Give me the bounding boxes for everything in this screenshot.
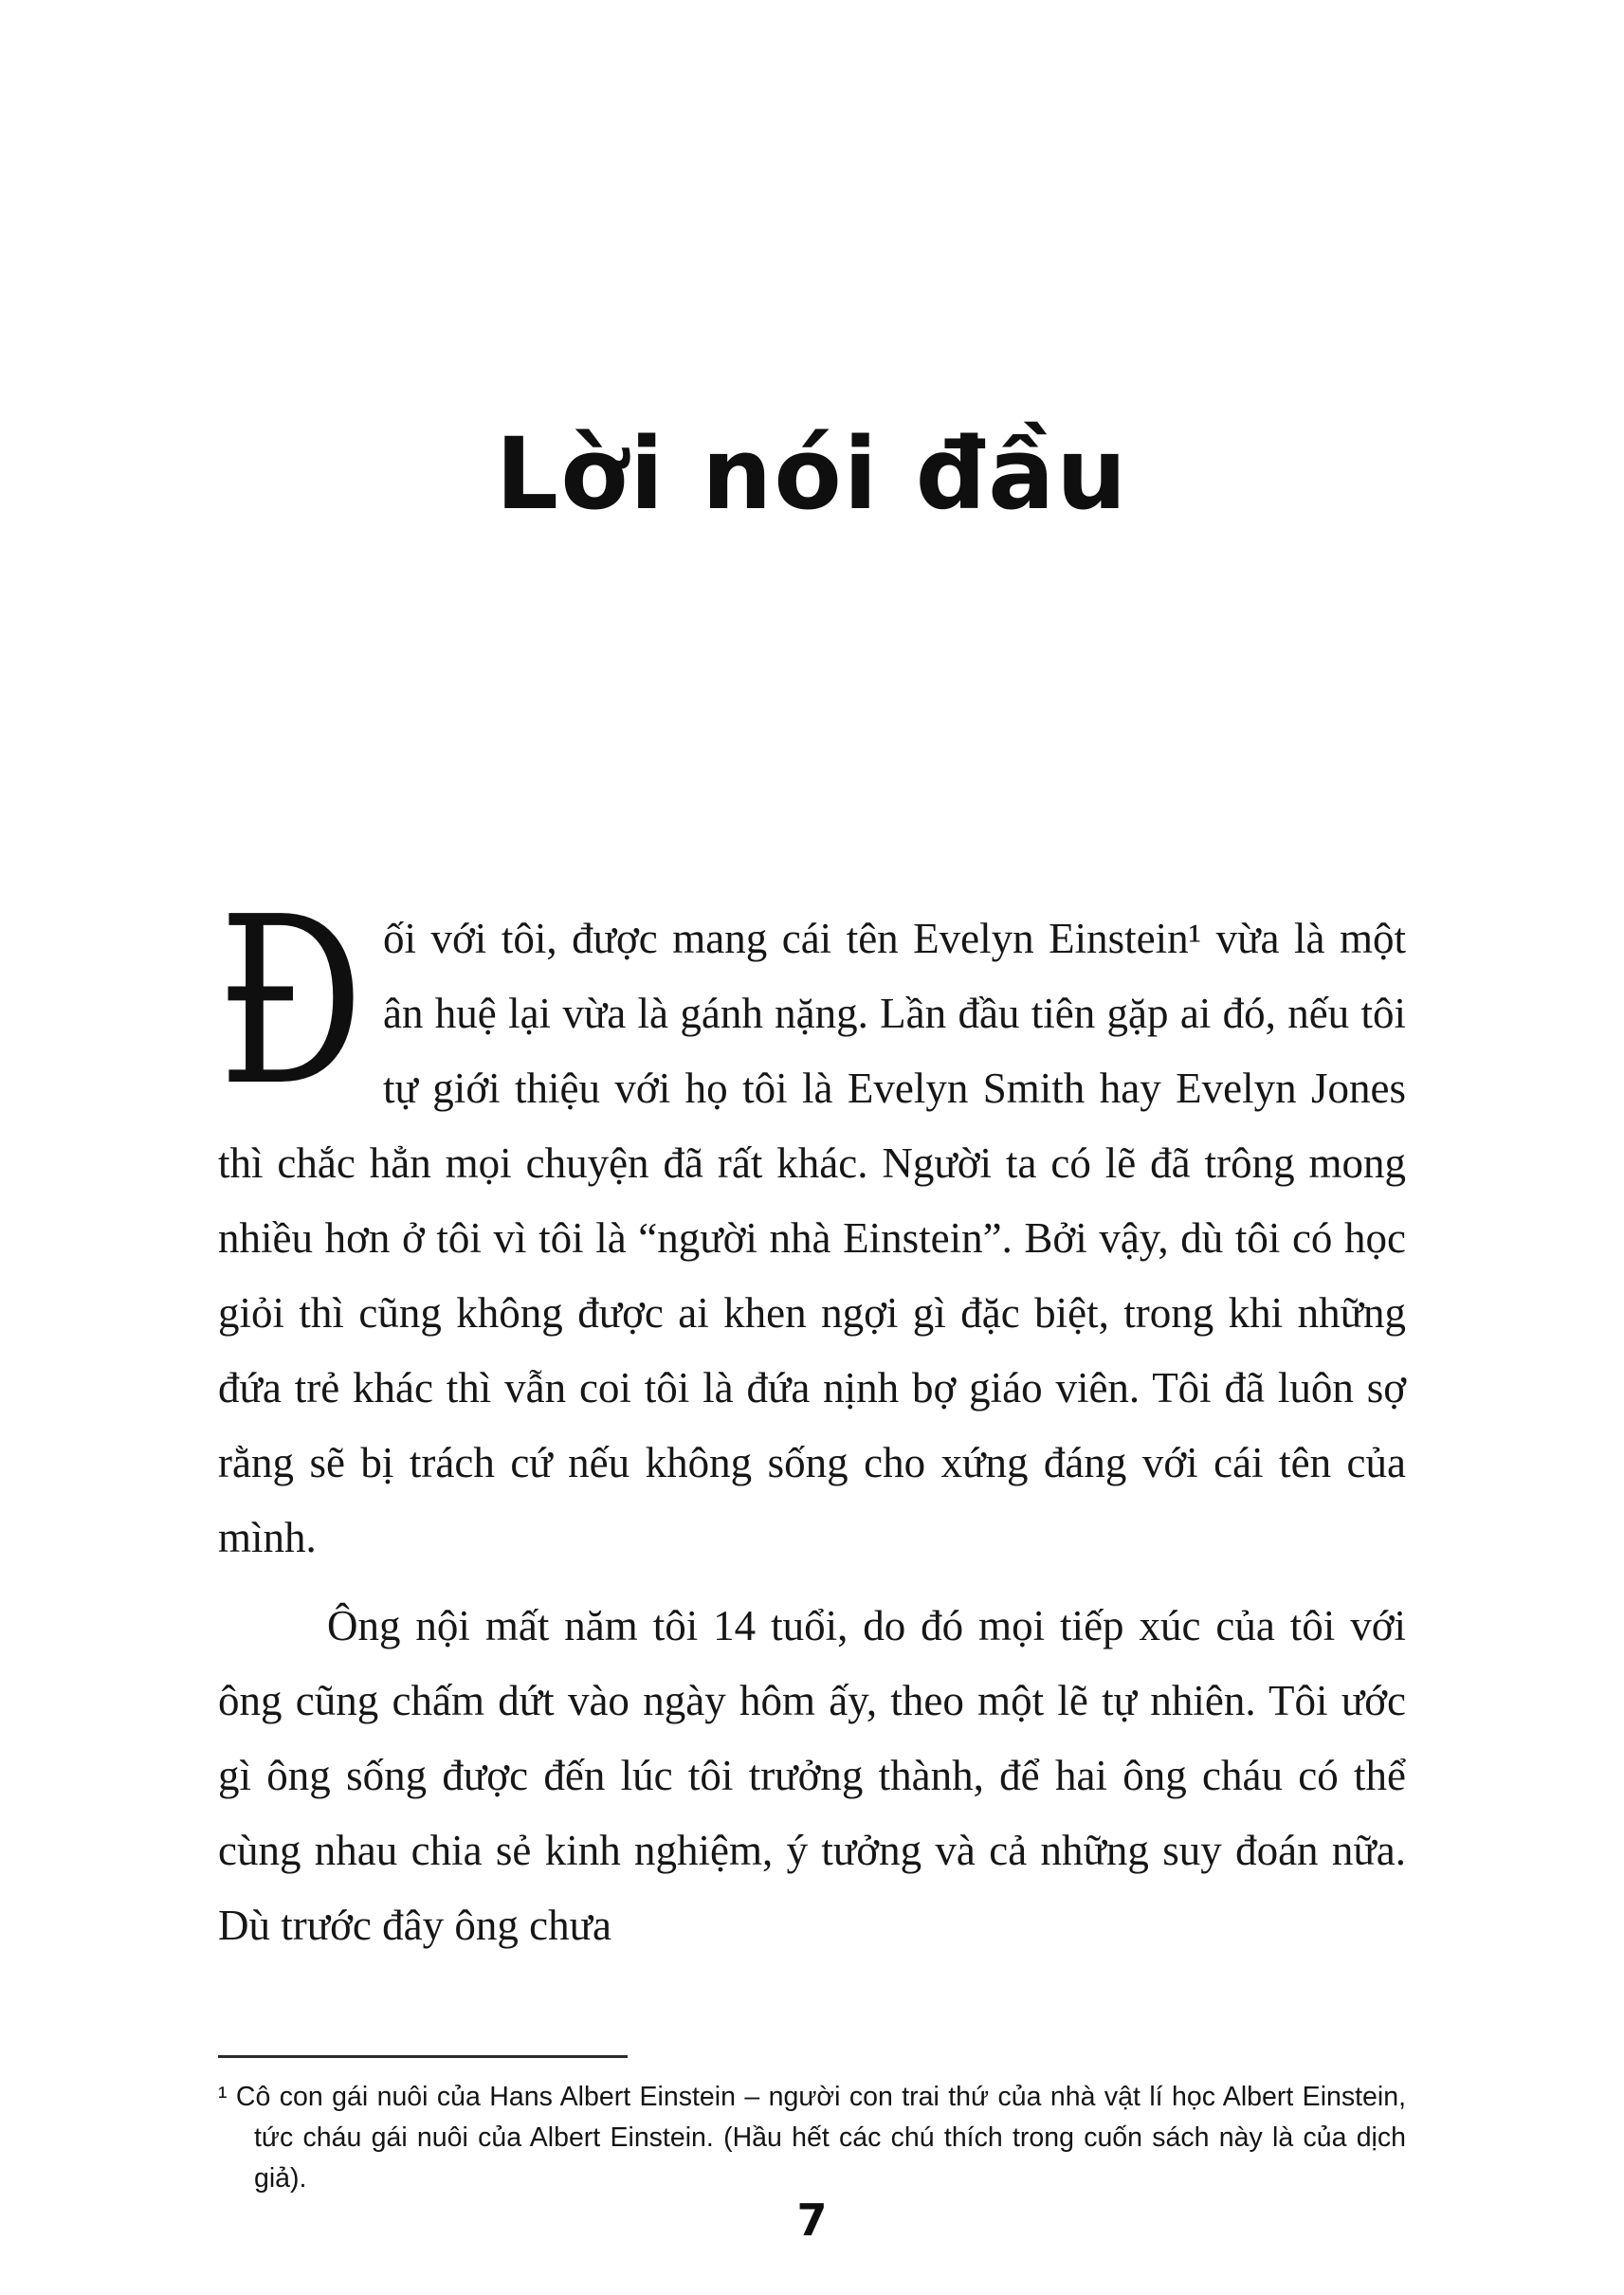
drop-cap: Đ <box>218 866 364 1137</box>
footnote-text: ¹ Cô con gái nuôi của Hans Albert Einstein – người con trai thứ của nhà vật lí học Albert Einstein, tức cháu gái nuôi của Albert Einstein. (Hầu hết các chú thích trong cuốn sách này là của dịch giả). <box>218 2082 1406 2194</box>
paragraph-1-text: ối với tôi, được mang cái tên Evelyn Einstein¹ vừa là một ân huệ lại vừa là gánh nặng. Lần đầu tiên gặp ai đó, nếu tôi tự giới thiệu với họ tôi là Evelyn Smith hay Evelyn Jones thì chắc hẳn mọi chuyện đã rất khác. Người ta có lẽ đã trông mong nhiều hơn ở tôi vì tôi là “người nhà Einstein”. Bởi vậy, dù tôi có học giỏi thì cũng không được ai khen ngợi gì đặc biệt, trong khi những đứa trẻ khác thì vẫn coi tôi là đứa nịnh bợ giáo viên. Tôi đã luôn sợ rằng sẽ bị trách cứ nếu không sống cho xứng đáng với cái tên của mình. <box>218 914 1406 1561</box>
paragraph-2: Ông nội mất năm tôi 14 tuổi, do đó mọi tiếp xúc của tôi với ông cũng chấm dứt vào ngày hôm ấy, theo một lẽ tự nhiên. Tôi ước gì ông sống được đến lúc tôi trưởng thành, để hai ông cháu có thể cùng nhau chia sẻ kinh nghiệm, ý tưởng và cả những suy đoán nữa. Dù trước đây ông chưa <box>218 1601 1406 1949</box>
paragraph-1 <box>218 866 1406 1576</box>
chapter-title: Lời nói đầu <box>495 416 1129 532</box>
text-block <box>218 866 1406 1963</box>
page-number: 7 <box>796 2195 828 2246</box>
footnote-divider <box>218 2055 628 2058</box>
footnote-area <box>218 2055 1406 2199</box>
